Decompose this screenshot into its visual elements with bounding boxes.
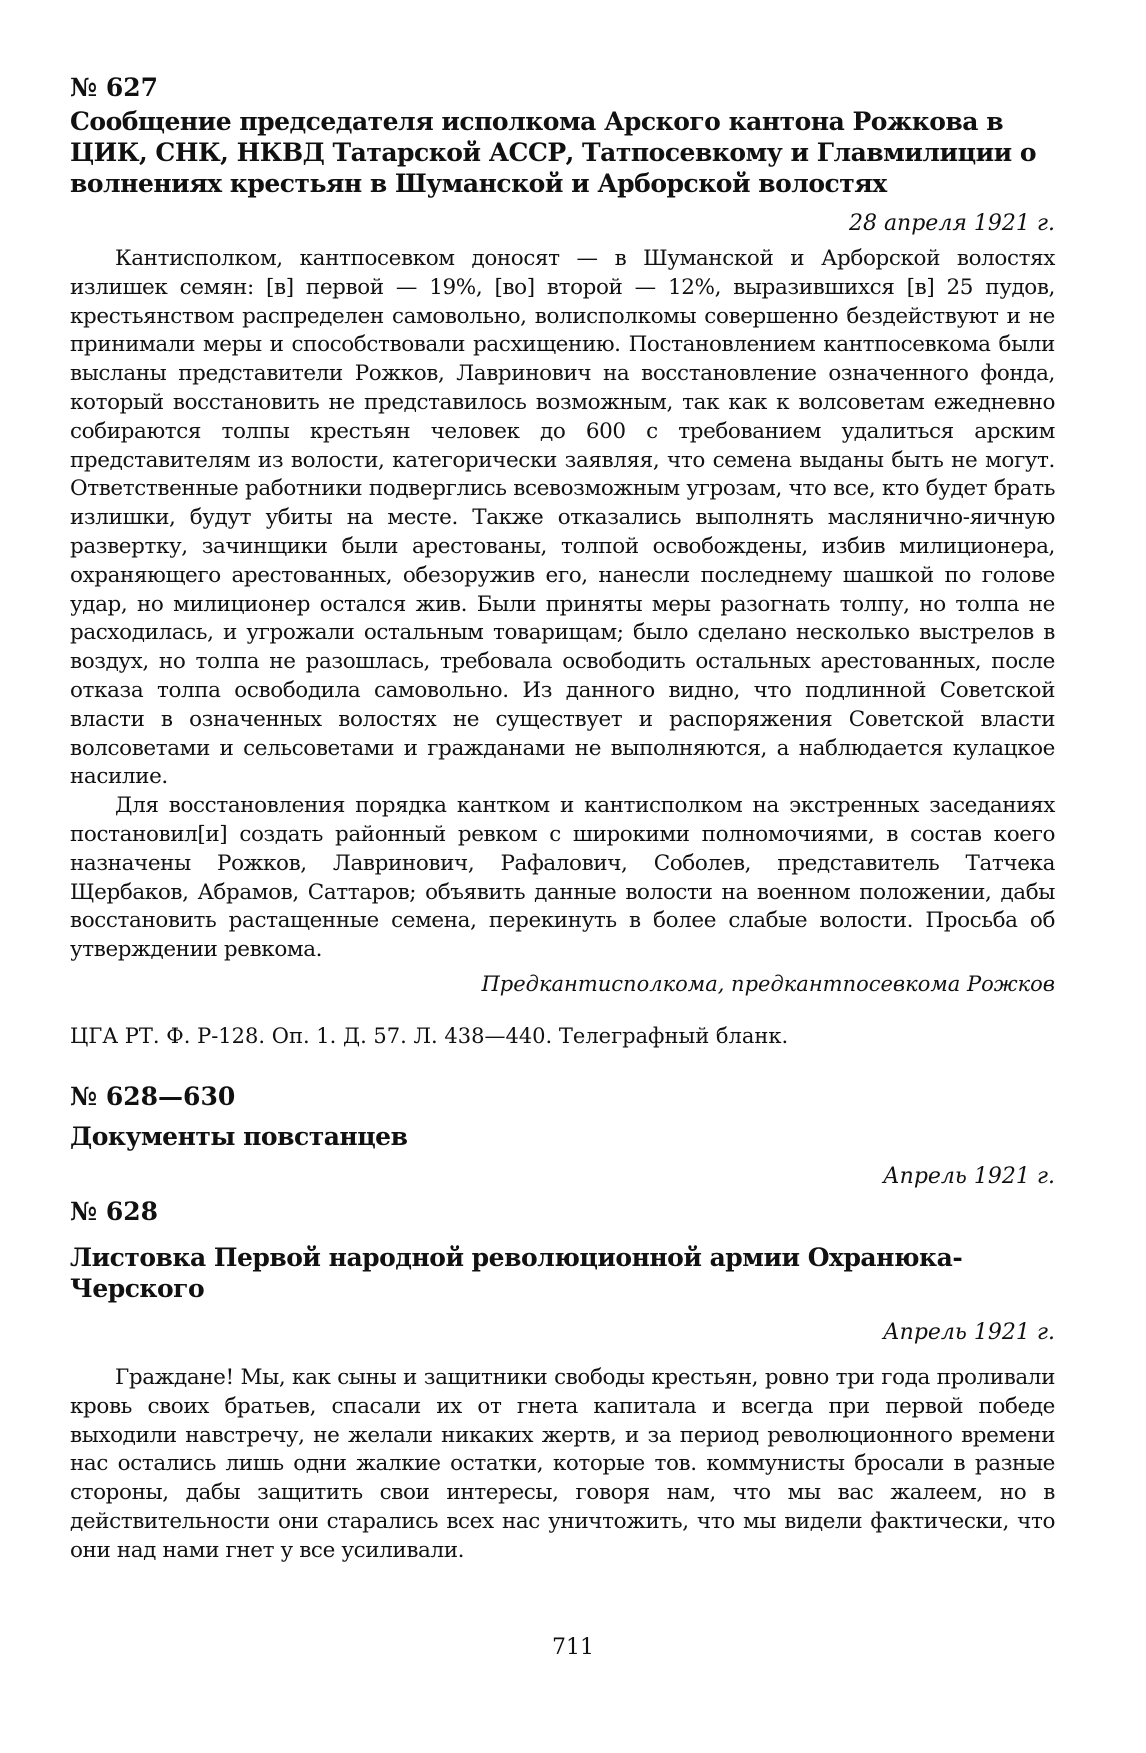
document-date: Апрель 1921 г.	[882, 1163, 1055, 1189]
page-number: 711	[552, 1635, 594, 1660]
document-627	[70, 72, 1055, 1051]
body-paragraph: Кантисполком, кантпосевком доносят — в Шуманской и Арборской волостях излишек семян: [в] первой — 19%, [во] второй — 12%, выразившихся [в] 25 пудов, крестьянством распределен самовольно, волисполкомы совершенно бездействуют и не принимали меры и способствовали расхищению. Постановлением кантпосевкома были высланы представители Рожков, Лавринович на восстановление означенного фонда, который восстановить не представилось возможным, так как к волсоветам ежедневно собираются толпы крестьян человек до 600 с требованием удалиться арским представителям из волости, категорически заявляя, что семена выданы быть не могут. Ответственные работники подверглись всевозможным угрозам, что все, кто будет брать излишки, будут убиты на месте. Также отказались выполнять маслянично-яичную развертку, зачинщики были арестованы, толпой освобождены, избив милиционера, охраняющего арестованных, обезоружив его, нанесли последнему шашкой по голове удар, но милиционер остался жив. Были приняты меры разогнать толпу, но толпа не расходилась, и угрожали остальным товарищам; было сделано несколько выстрелов в воздух, но толпа не разошлась, требовала освободить остальных арестованных, после отказа толпа освободила самовольно. Из данного видно, что подлинной Советской власти в означенных волостях не существует и распоряжения Советской власти волсоветами и сельсоветами и гражданами не выполняются, а наблюдается кулацкое насилие.	[70, 246, 1055, 790]
document-628-630	[70, 1081, 1055, 1192]
body-paragraph: Для восстановления порядка кантком и кантисполком на экстренных заседаниях постановил[и] создать районный ревком с широкими полномочиями, в состав коего назначены Рожков, Лавринович, Рафалович, Соболев, представитель Татчека Щербаков, Абрамов, Саттаров; объявить данные волости на военном положении, дабы восстановить растащенные семена, перекинуть в более слабые волости. Просьба об утверждении ревкома.	[70, 793, 1055, 963]
document-title: Документы повстанцев	[70, 1121, 408, 1151]
document-title: Листовка Первой народной революционной армии Охранюка-Черского	[70, 1242, 963, 1303]
document-title: Сообщение председателя исполкома Арского кантона Рожкова в ЦИК, СНК, НКВД Татарской АССР, Татпосевкому и Главмилиции о волнениях крестьян в Шуманской и Арборской волостях	[70, 107, 1037, 198]
document-number: № 628—630	[70, 1081, 236, 1111]
page-content	[70, 72, 1055, 1566]
document-628	[70, 1196, 1055, 1566]
document-date: Апрель 1921 г.	[882, 1319, 1055, 1345]
archive-reference: ЦГА РТ. Ф. Р-128. Оп. 1. Д. 57. Л. 438—440. Телеграфный бланк.	[70, 1023, 789, 1048]
body-paragraph: Граждане! Мы, как сыны и защитники свободы крестьян, ровно три года проливали кровь своих братьев, спасали их от гнета капитала и всегда при первой победе выходили навстречу, не желали никаких жертв, и за период революционного времени нас остались лишь одни жалкие остатки, которые тов. коммунисты бросали в разные стороны, дабы защитить свои интересы, говоря нам, что мы вас жалеем, но в действительности они старались всех нас уничтожить, что мы видели фактически, что они над нами гнет у все усиливали.	[70, 1364, 1055, 1563]
signature: Предкантисполкома, предкантпосевкома Рожков	[481, 971, 1055, 996]
document-number: № 627	[70, 73, 159, 102]
document-date: 28 апреля 1921 г.	[848, 211, 1055, 236]
document-number: № 628	[70, 1196, 159, 1226]
